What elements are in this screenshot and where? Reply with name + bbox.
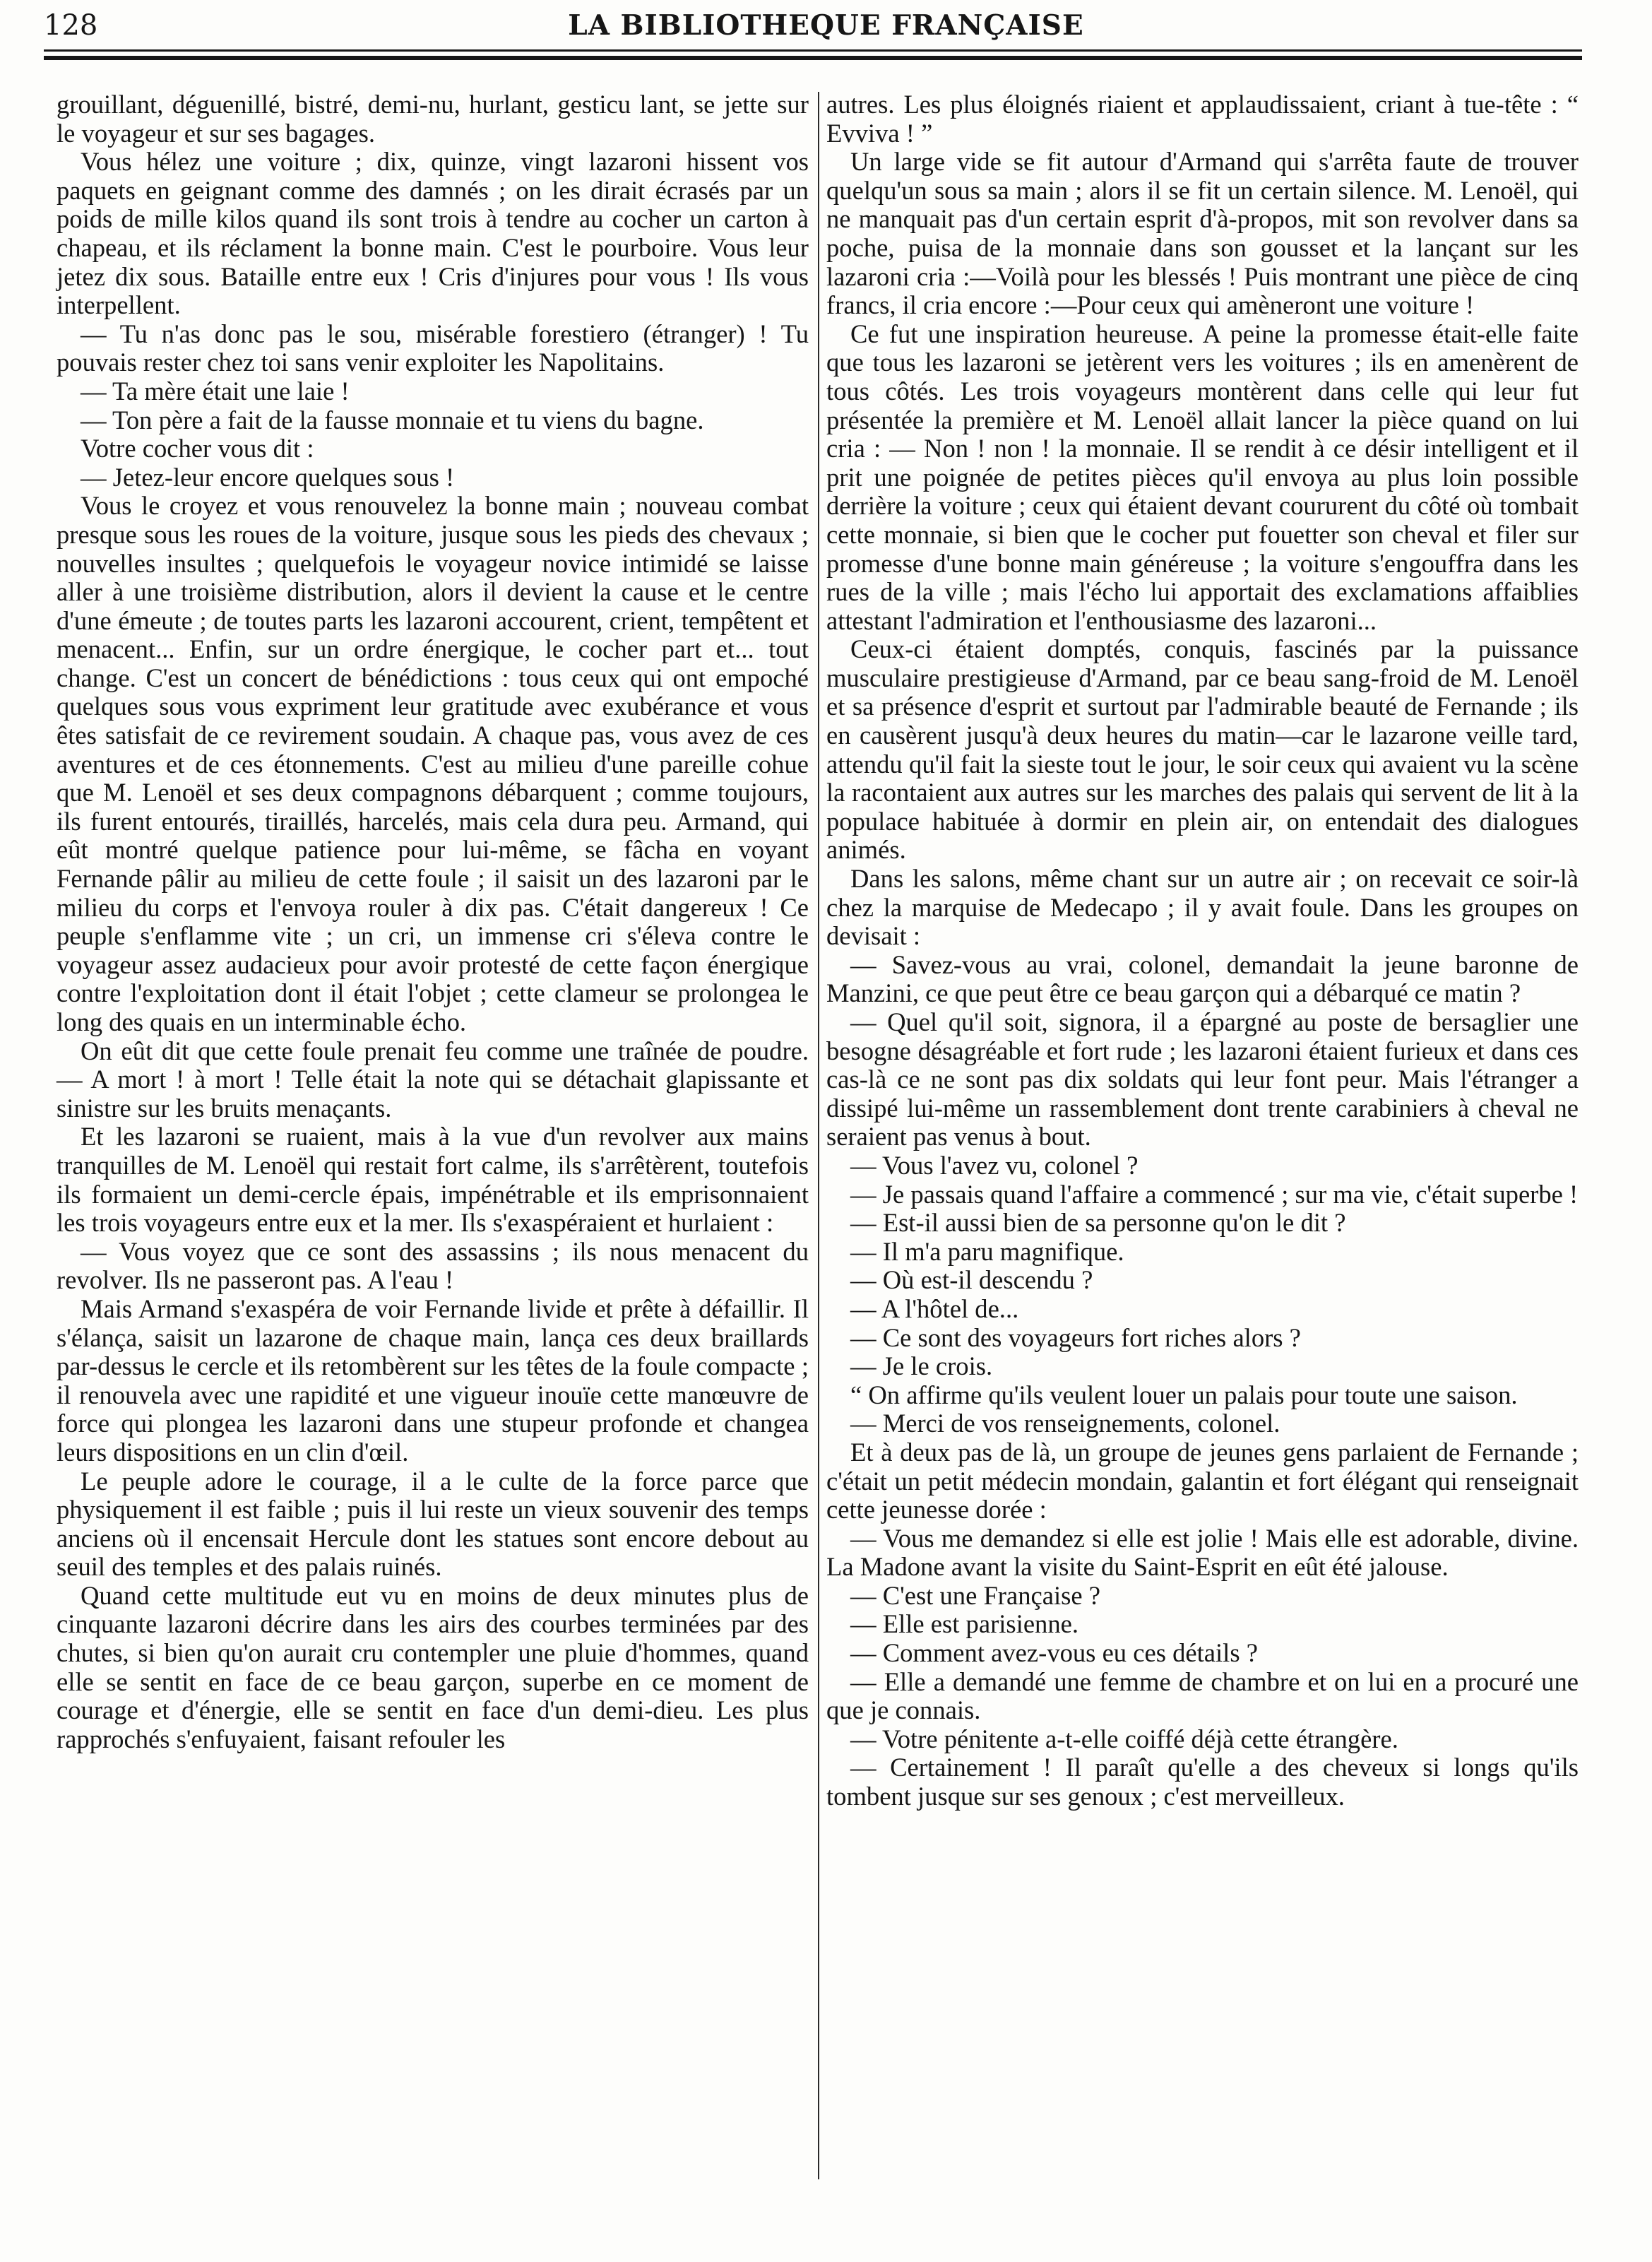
paragraph: Et à deux pas de là, un groupe de jeunes gens parlaient de Fernande ; c'était un petit médecin mondain, galantin et fort élégant qui renseignait cette jeunesse dorée :: [826, 1437, 1579, 1524]
paragraph: Un large vide se fit autour d'Armand qui s'arrêta faute de trouver quelqu'un sous sa main ; alors il se fit un certain silence. M. Lenoël, qui ne manquait pas d'un certain esprit d'à-propos, mit son revolver dans sa poche, puisa de la monnaie dans son gousset et la lançant sur les lazaroni cria :—Voilà pour les blessés ! Puis montrant une pièce de cinq francs, il cria encore :—Pour ceux qui amèneront une voiture !: [826, 147, 1579, 320]
paragraph: — Où est-il descendu ?: [850, 1265, 1093, 1295]
paragraph: Vous hélez une voiture ; dix, quinze, vingt lazaroni hissent vos paquets en geignant comme des damnés ; on les dirait écrasés par un poids de mille kilos quand ils sont trois à tendre au cocher un carton à chapeau, et ils réclament la bonne main. C'est le pourboire. Vous leur jetez dix sous. Bataille entre eux ! Cris d'injures pour vous ! Ils vous interpellent.: [57, 147, 809, 320]
paragraph: Vous le croyez et vous renouvelez la bonne main ; nouveau combat presque sous les roues de la voiture, jusque sous les pieds des chevaux ; nouvelles insultes ; quelquefois le voyageur novice intimidé se laisse aller à une troisième distribution, alors il devient la cause et le centre d'une émeute ; de toutes parts les lazaroni accourent, crient, tempêtent et menacent... Enfin, sur un ordre énergique, le cocher part et... tout change. C'est un concert de bénédictions : tous ceux qui ont empoché quelques sous vous expriment leur gratitude avec exubérance et vous êtes satisfait de ce revirement soudain. A chaque pas, vous avez de ces aventures et de ces étonnements. C'est au milieu d'une pareille cohue que M. Lenoël et ses deux compagnons débarquent ; comme toujours, ils furent entourés, tiraillés, harcelés, mais cela dura peu. Armand, qui eût montré quelque patience pour lui-même, se fâcha en voyant Fernande pâlir au milieu de cette foule ; il saisit un des lazaroni par le milieu du corps et l'envoya rouler à dix pas. C'était dangereux ! Ce peuple s'enflamme vite ; un cri, un immense cri s'éleva contre le voyageur assez audacieux pour avoir protesté de cette façon énergique contre l'exploitation dont il était l'objet ; cette clameur se prolongea le long des quais en un interminable écho.: [57, 491, 809, 1036]
paragraph: — Votre pénitente a-t-elle coiffé déjà cette étrangère.: [850, 1724, 1398, 1753]
paragraph: — Vous l'avez vu, colonel ?: [850, 1150, 1139, 1180]
paragraph: — Ton père a fait de la fausse monnaie et tu viens du bagne.: [81, 405, 704, 434]
right-column: [826, 90, 1579, 1811]
paragraph: — Vous me demandez si elle est jolie ! Mais elle est adorable, divine. La Madone avant la visite du Saint-Esprit en eût été jalouse.: [826, 1523, 1579, 1582]
paragraph: — Merci de vos renseignements, colonel.: [850, 1409, 1280, 1438]
paragraph: Et les lazaroni se ruaient, mais à la vue d'un revolver aux mains tranquilles de M. Lenoël qui restait fort calme, ils s'arrêtèrent, toutefois ils formaient un demi-cercle épais, impénétrable et ils emprisonnaient les trois voyageurs entre eux et la mer. Ils s'exaspéraient et hurlaient :: [57, 1122, 809, 1238]
paragraph: — Ce sont des voyageurs fort riches alors ?: [850, 1322, 1301, 1352]
paragraph: — Elle est parisienne.: [850, 1609, 1079, 1639]
paragraph: Le peuple adore le courage, il a le culte de la force parce que physiquement il est faible ; puis il lui reste un vieux souvenir des temps anciens où il encensait Hercule dont les statues sont encore debout au seuil des temples et des palais ruinés.: [57, 1466, 809, 1582]
column-divider: [818, 92, 819, 2179]
header-rule-thick: [44, 56, 1582, 60]
paragraph: — Il m'a paru magnifique.: [850, 1236, 1124, 1266]
paragraph: — Certainement ! Il paraît qu'elle a des cheveux si longs qu'ils tombent jusque sur ses genoux ; c'est merveilleux.: [826, 1753, 1579, 1811]
paragraph: — Ta mère était une laie !: [81, 376, 350, 405]
paragraph: — Est-il aussi bien de sa personne qu'on le dit ?: [850, 1208, 1346, 1238]
paragraph: — C'est une Française ?: [850, 1580, 1100, 1610]
header-rule-thin: [44, 49, 1582, 52]
paragraph: — A l'hôtel de...: [850, 1293, 1019, 1323]
paragraph: Votre cocher vous dit :: [81, 434, 314, 463]
paragraph: — Quel qu'il soit, signora, il a épargné au poste de bersaglier une besogne désagréable et fort rude ; les lazaroni étaient furieux et dans ces cas-là ce ne sont pas dix soldats qui leur font peur. Mais l'étranger a dissipé lui-même un rassemblement dont trente carabiniers à cheval ne seraient pas venus à bout.: [826, 1007, 1579, 1151]
paragraph: Quand cette multitude eut vu en moins de deux minutes plus de cinquante lazaroni décrire dans les airs des courbes terminées par des chutes, si bien qu'on aurait cru contempler une pluie d'hommes, quand elle se sentit en face de ce beau garçon, superbe en ce moment de courage et d'énergie, elle se sentit en face d'un demi-dieu. Les plus rapprochés s'enfuyaient, faisant refouler les: [57, 1580, 809, 1753]
paragraph: — Jetez-leur encore quelques sous !: [81, 462, 455, 492]
paragraph: Ceux-ci étaient domptés, conquis, fascinés par la puissance musculaire prestigieuse d'Armand, par ce beau sang-froid de M. Lenoël et sa présence d'esprit et surtout par l'admirable beauté de Fernande ; ils en causèrent jusqu'à deux heures du matin—car le lazarone veille tard, attendu qu'il fait la sieste tout le jour, le soir ceux qui avaient vu la scène la racontaient aux autres sur les marches des palais qui servent de lit à la populace habituée à dormir en plein air, on entendait des dialogues animés.: [826, 634, 1579, 865]
left-column: [57, 90, 809, 1753]
paragraph: — Comment avez-vous eu ces détails ?: [850, 1638, 1258, 1668]
paragraph: autres. Les plus éloignés riaient et applaudissaient, criant à tue-tête : “ Evviva ! ”: [826, 90, 1579, 148]
paragraph: — Je le crois.: [850, 1351, 993, 1381]
paragraph: — Vous voyez que ce sont des assassins ; ils nous menacent du revolver. Ils ne passeront pas. A l'eau !: [57, 1236, 809, 1295]
paragraph: — Elle a demandé une femme de chambre et on lui en a procuré une que je connais.: [826, 1666, 1579, 1725]
paragraph: Mais Armand s'exaspéra de voir Fernande livide et prête à défaillir. Il s'élança, saisit un lazarone de chaque main, lança ces deux braillards par-dessus le cercle et ils retombèrent sur les têtes de la foule compacte ; il renouvela avec une rapidité et une vigueur inouïe cette manœuvre de force qui plongea les lazaroni dans une stupeur profonde et changea leurs dispositions en un clin d'œil.: [57, 1293, 809, 1467]
paragraph: — Je passais quand l'affaire a commencé ; sur ma vie, c'était superbe !: [850, 1179, 1579, 1209]
paragraph: — Tu n'as donc pas le sou, misérable forestiero (étranger) ! Tu pouvais rester chez toi sans venir exploiter les Napolitains.: [57, 319, 809, 377]
paragraph: Dans les salons, même chant sur un autre air ; on recevait ce soir-là chez la marquise de Medecapo ; il y avait foule. Dans les groupes on devisait :: [826, 864, 1579, 951]
paragraph: Ce fut une inspiration heureuse. A peine la promesse était-elle faite que tous les lazaroni se jetèrent vers les voitures ; ils en amenèrent de tous côtés. Les trois voyageurs montèrent dans celle qui leur fut présentée la première et M. Lenoël allait lancer la pièce quand on lui cria : — Non ! non ! la monnaie. Il se rendit à ce désir intelligent et il prit une poignée de petites pièces qu'il envoya au plus loin possible derrière la voiture ; ceux qui étaient devant coururent du côté où tombait cette monnaie, si bien que le cocher put fouetter son cheval et filer sur promesse d'une bonne main généreuse ; la voiture s'engouffra dans les rues de la ville ; mais l'écho lui apportait des exclamations affaiblies attestant l'admiration et l'enthousiasme des lazaroni...: [826, 319, 1579, 635]
paragraph: — Savez-vous au vrai, colonel, demandait la jeune baronne de Manzini, ce que peut être ce beau garçon qui a débarqué ce matin ?: [826, 949, 1579, 1008]
paragraph: On eût dit que cette foule prenait feu comme une traînée de poudre. — A mort ! à mort ! Telle était la note qui se détachait glapissante et sinistre sur les bruits menaçants.: [57, 1036, 809, 1123]
running-head-title: LA BIBLIOTHEQUE FRANÇAISE: [568, 9, 1084, 42]
paragraph: “ On affirme qu'ils veulent louer un palais pour toute une saison.: [850, 1380, 1518, 1409]
page-number: 128: [44, 9, 98, 42]
paragraph: grouillant, déguenillé, bistré, demi-nu, hurlant, gesticu lant, se jette sur le voyageur et sur ses bagages.: [57, 90, 809, 148]
